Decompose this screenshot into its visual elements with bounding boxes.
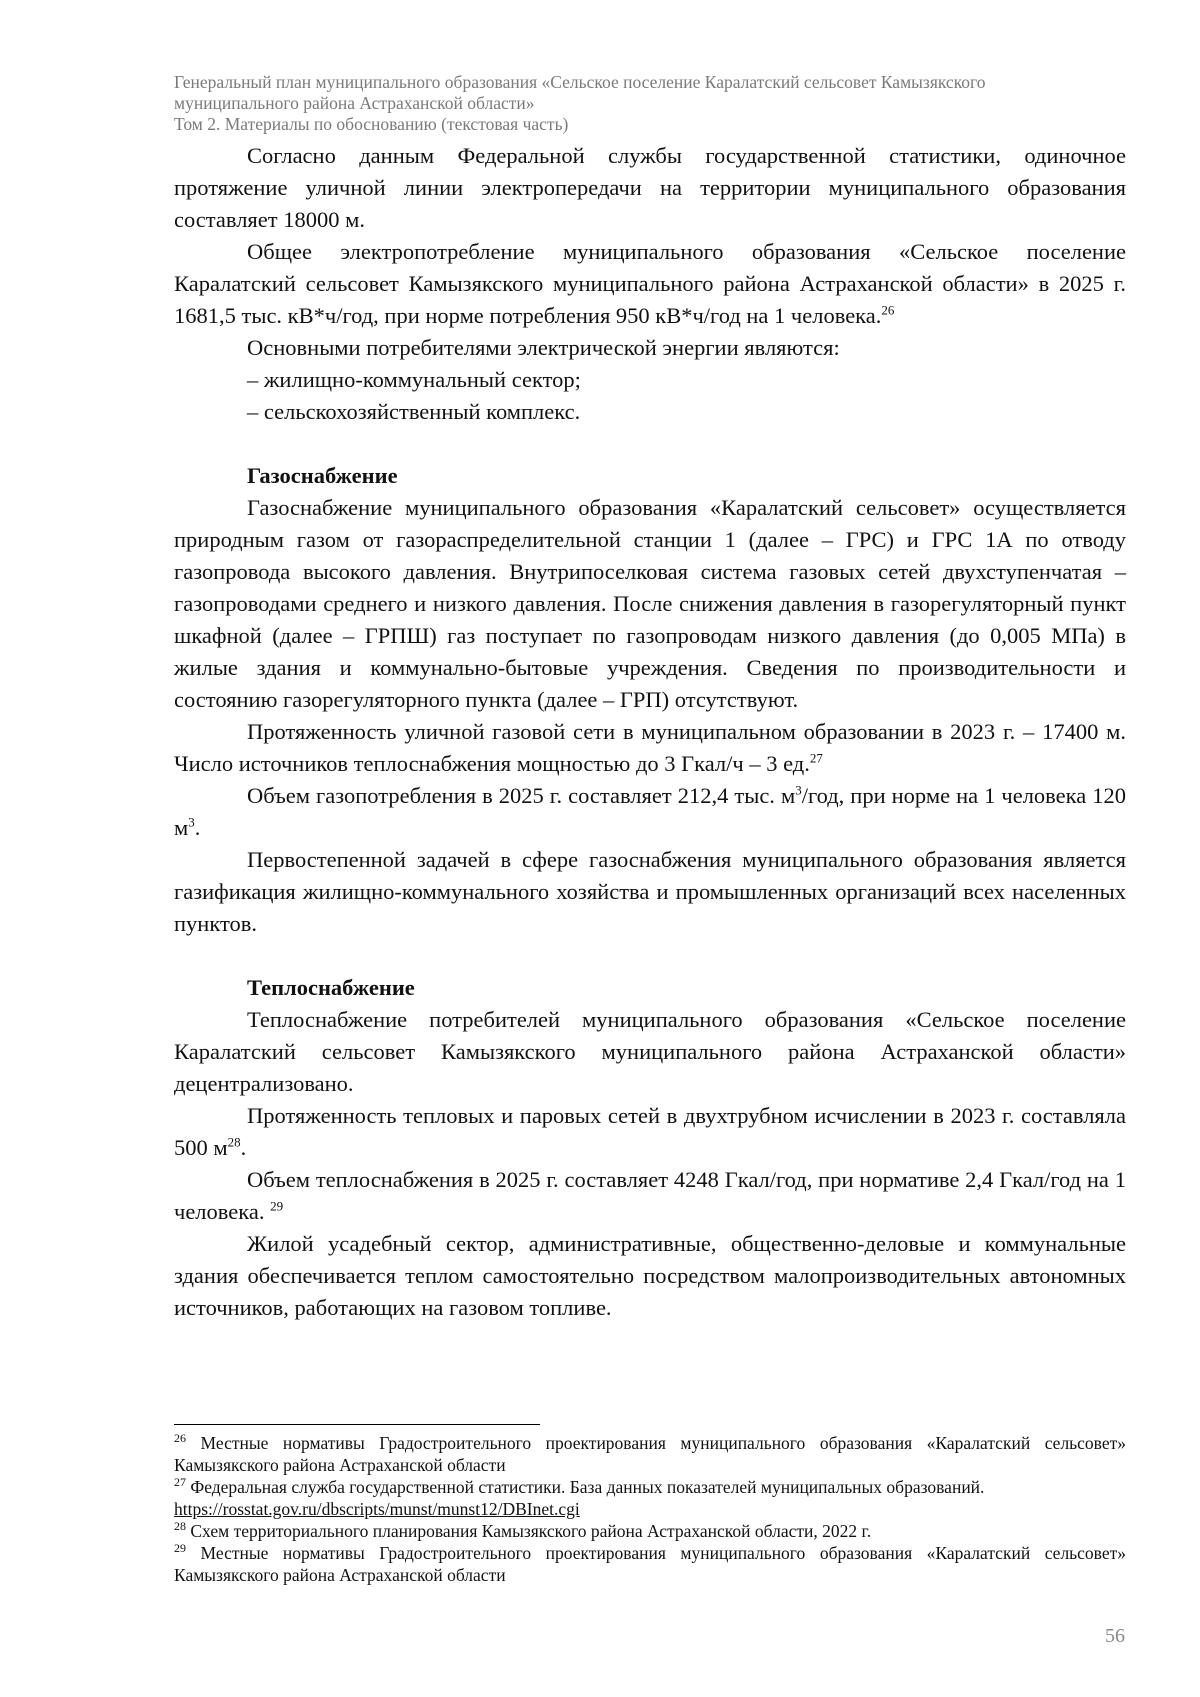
footnote-text: Схем территориального планирования Камызякского района Астраханской области, 2022 г. <box>190 1521 872 1541</box>
footnote-text: Федеральная служба государственной статистики. База данных показателей муниципальных образований. <box>190 1477 985 1497</box>
footnote-ref-27[interactable]: 27 <box>809 750 823 766</box>
paragraph-heat-supply: Теплоснабжение потребителей муниципального образования «Сельское поселение Каралатский сельсовет Камызякского муниципального района Астраханской области» децентрализовано. <box>174 1007 1126 1096</box>
footnote-separator <box>174 1424 540 1425</box>
footnote-number: 28 <box>174 1519 186 1534</box>
superscript-cubic: 3 <box>188 814 195 830</box>
running-header <box>174 72 1134 135</box>
paragraph-text: . <box>194 815 201 840</box>
main-text <box>174 140 1126 1324</box>
rosstat-link[interactable]: https://rosstat.gov.ru/dbscripts/munst/munst12/DBInet.cgi <box>174 1499 580 1519</box>
paragraph-gas-volume <box>174 780 1126 844</box>
list-item-agriculture: – сельскохозяйственный комплекс. <box>247 399 581 424</box>
paragraph-gas-network <box>174 716 1126 780</box>
paragraph-heat-sources: Жилой усадебный сектор, административные, общественно-деловые и коммунальные здания обеспечивается теплом самостоятельно посредством малопроизводительных автономных источников, работающих на газовом топливе. <box>174 1231 1126 1320</box>
paragraph-text: . <box>240 1135 247 1160</box>
paragraph-gas-supply: Газоснабжение муниципального образования «Каралатский сельсовет» осуществляется природным газом от газораспределительной станции 1 (далее – ГРС) и ГРС 1А по отводу газопровода высокого давления. Внутрипоселковая система газовых сетей двухступенчатая – газопроводами среднего и низкого давления. После снижения давления в газорегуляторный пункт шкафной (далее – ГРПШ) газ поступает по газопроводам низкого давления (до 0,005 МПа) в жилые здания и коммунально-бытовые учреждения. Сведения по производительности и состоянию газорегуляторного пункта (далее – ГРП) отсутствуют. <box>174 495 1126 712</box>
footnote-ref-26[interactable]: 26 <box>881 302 895 318</box>
header-line-3: Том 2. Материалы по обоснованию (текстовая часть) <box>174 114 569 134</box>
spacer <box>174 428 1126 460</box>
paragraph-gas-priority: Первостепенной задачей в сфере газоснабжения муниципального образования является газификация жилищно-коммунального хозяйства и промышленных организаций всех населенных пунктов. <box>174 847 1126 936</box>
spacer <box>174 940 1126 972</box>
footnote-29 <box>174 1542 1126 1586</box>
footnote-number: 26 <box>174 1431 186 1446</box>
footnotes <box>174 1432 1126 1586</box>
section-heading-gas: Газоснабжение <box>247 463 398 488</box>
header-line-1: Генеральный план муниципального образования «Сельское поселение Каралатский сельсовет Камызякского <box>174 72 986 92</box>
footnote-28 <box>174 1520 1126 1542</box>
paragraph-text: Протяженность уличной газовой сети в муниципальном образовании в 2023 г. – 17400 м. Число источников теплоснабжения мощностью до 3 Гкал/ч – 3 ед. <box>174 719 1126 776</box>
footnote-text: Местные нормативы Градостроительного проектирования муниципального образования «Каралатский сельсовет» Камызякского района Астраханской области <box>174 1543 1127 1585</box>
footnote-27 <box>174 1476 1126 1520</box>
list-item-housing: – жилищно-коммунальный сектор; <box>247 367 581 392</box>
page-number: 56 <box>1105 1625 1125 1647</box>
footnote-number: 27 <box>174 1475 186 1490</box>
header-line-2: муниципального района Астраханской области» <box>174 93 535 113</box>
paragraph-power-line: Согласно данным Федеральной службы государственной статистики, одиночное протяжение уличной линии электропередачи на территории муниципального образования составляет 18000 м. <box>174 143 1126 232</box>
paragraph-text: Протяженность тепловых и паровых сетей в двухтрубном исчислении в 2023 г. составляла 500 м <box>174 1103 1126 1160</box>
superscript-cubic: 3 <box>795 782 802 798</box>
paragraph-text: Объем газопотребления в 2025 г. составляет 212,4 тыс. м <box>247 783 796 808</box>
paragraph-heat-volume <box>174 1164 1126 1228</box>
section-heading-heat: Теплоснабжение <box>247 975 415 1000</box>
paragraph-text: Объем теплоснабжения в 2025 г. составляет 4248 Гкал/год, при нормативе 2,4 Гкал/год на 1 человека. <box>174 1167 1126 1224</box>
paragraph-text: /год, при норме на 1 человека 120 м <box>174 783 1126 840</box>
paragraph-power-consumption <box>174 236 1126 332</box>
paragraph-heat-network <box>174 1100 1126 1164</box>
footnote-26 <box>174 1432 1126 1476</box>
paragraph-text: Общее электропотребление муниципального образования «Сельское поселение Каралатский сельсовет Камызякского муниципального района Астраханской области» в 2025 г. 1681,5 тыс. кВ*ч/год, при норме потребления 950 кВ*ч/год на 1 человека. <box>174 239 1126 328</box>
footnote-text: Местные нормативы Градостроительного проектирования муниципального образования «Каралатский сельсовет» Камызякского района Астраханской области <box>174 1433 1127 1475</box>
paragraph-consumers-intro: Основными потребителями электрической энергии являются: <box>247 335 840 360</box>
footnote-ref-28[interactable]: 28 <box>227 1134 241 1150</box>
footnote-number: 29 <box>174 1541 186 1556</box>
footnote-ref-29[interactable]: 29 <box>270 1198 284 1214</box>
